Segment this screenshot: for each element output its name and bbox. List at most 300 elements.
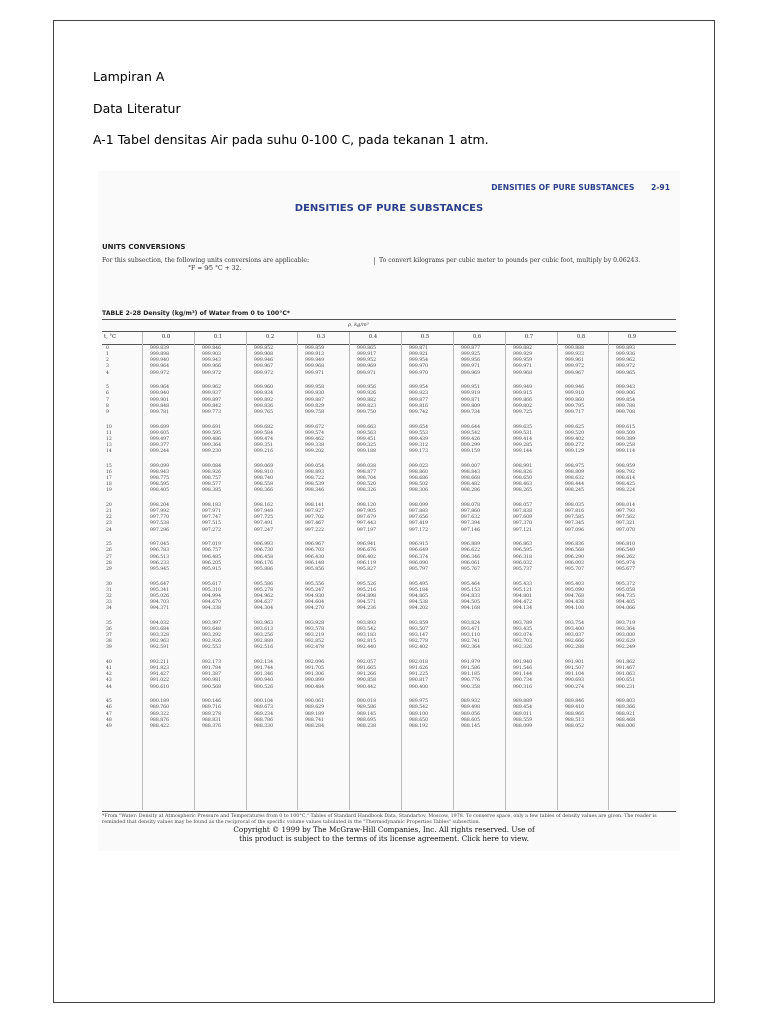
table-row [102,431,676,437]
density-cell: 990.018 [357,699,376,705]
density-cell: 994.371 [150,606,169,612]
density-cell: 997.538 [150,521,169,527]
column-separator [246,332,247,810]
table-row [102,685,676,691]
density-cell: 994.801 [513,593,532,599]
density-cell: 993.648 [202,626,221,632]
density-cell: 993.110 [461,633,480,639]
density-cell: 992.591 [150,645,169,651]
density-cell: 990.358 [461,684,480,690]
density-cell: 995.797 [409,566,428,572]
density-cell: 993.400 [565,626,584,632]
density-cell: 990.776 [461,678,480,684]
density-cell: 997.747 [202,515,221,521]
density-cell: 999.839 [150,346,169,351]
density-cell: 992.173 [202,660,221,665]
copyright-line-2[interactable]: this product is subject to the terms of its license agreement. Click here to view. [239,834,529,844]
density-cell: 998.893 [305,469,324,475]
density-cell: 999.949 [513,385,532,391]
column-separator [297,332,298,810]
density-cell: 995.433 [513,581,532,587]
main-title: DENSITIES OF PURE SUBSTANCES [294,203,484,214]
density-cell: 999.509 [616,430,635,436]
density-cell: 995.090 [565,587,584,593]
density-cell: 997.770 [150,515,169,521]
density-cell: 999.099 [150,463,169,469]
density-cell: 997.585 [565,515,584,521]
density-cell: 999.913 [305,352,324,358]
temperature-cell: 5 [106,385,109,391]
density-cell: 999.816 [409,403,428,409]
density-cell: 996.205 [202,560,221,566]
table-row [102,404,676,410]
density-cell: 999.898 [150,352,169,358]
density-cell: 998.120 [357,503,376,508]
density-cell: 988.099 [513,723,532,729]
density-cell: 992.629 [616,639,635,645]
density-cell: 996.061 [461,560,480,566]
density-cell: 996.090 [409,560,428,566]
density-cell: 999.520 [565,430,584,436]
density-cell: 990.651 [616,678,635,684]
section-heading: Data Literatur [93,101,181,116]
table-row [102,567,676,573]
density-cell: 993.613 [254,626,273,632]
density-cell: 992.666 [565,639,584,645]
temperature-cell: 39 [106,645,112,651]
table-row [102,555,676,561]
running-head-title: DENSITIES OF PURE SUBSTANCES [491,183,635,192]
density-cell: 992.815 [357,639,376,645]
density-cell: 999.244 [150,449,169,455]
density-cell: 997.816 [565,509,584,515]
density-cell: 994.405 [616,599,635,605]
column-separator [194,332,195,810]
density-cell: 994.962 [254,593,273,599]
density-cell: 999.351 [254,442,273,448]
temperature-cell: 20 [106,503,112,508]
density-cell: 997.679 [357,515,376,521]
density-cell: 996.967 [305,542,324,548]
temperature-cell: 41 [106,666,112,672]
table-row [102,666,676,672]
density-cell: 988.468 [616,717,635,723]
density-cell: 994.304 [254,606,273,612]
density-cell: 999.923 [409,391,428,397]
density-cell: 999.860 [565,397,584,403]
density-cell: 990.817 [409,678,428,684]
density-cell: 997.096 [565,527,584,533]
density-cell: 997.632 [461,515,480,521]
density-cell: 999.084 [202,463,221,469]
density-cell: 999.962 [202,385,221,391]
density-cell: 999.865 [357,346,376,351]
table-title-heading: A-1 Tabel densitas Air pada suhu 0-100 C, pada tekanan 1 atm. [93,132,489,147]
density-cell: 995.856 [305,566,324,572]
density-cell: 998.057 [513,503,532,508]
density-cell: 998.757 [202,476,221,482]
density-cell: 995.278 [254,587,273,593]
temperature-cell: 7 [106,397,109,403]
temperature-cell: 44 [106,684,112,690]
density-cell: 999.958 [305,385,324,391]
table-row [102,699,676,705]
density-cell: 999.917 [357,352,376,358]
table-row [102,391,676,397]
density-cell: 996.290 [565,554,584,560]
density-cell: 998.502 [409,482,428,488]
density-cell: 989.586 [357,705,376,711]
density-cell: 991.467 [616,666,635,672]
density-cell: 988.192 [409,723,428,729]
density-cell: 992.852 [305,639,324,645]
density-cell: 994.032 [150,620,169,626]
density-cell: 998.366 [254,488,273,494]
density-cell: 998.632 [565,476,584,482]
density-cell: 998.926 [202,469,221,475]
document-page [53,20,715,1003]
density-cell: 994.168 [461,606,480,612]
density-cell: 989.932 [461,699,480,705]
table-row [102,521,676,527]
density-cell: 996.402 [357,554,376,560]
density-cell: 999.848 [150,403,169,409]
density-cell: 999.114 [616,449,635,455]
density-cell: 998.775 [150,476,169,482]
density-cell: 999.230 [202,449,221,455]
density-cell: 999.615 [616,424,635,430]
table-row [102,528,676,534]
density-cell: 999.054 [305,463,324,469]
density-cell: 999.625 [565,424,584,430]
density-cell: 991.665 [357,666,376,672]
density-cell: 999.377 [150,442,169,448]
density-cell: 998.463 [513,482,532,488]
page-number: 2-91 [650,183,670,192]
density-cell: 999.965 [616,370,635,376]
density-cell: 988.831 [202,717,221,723]
table-row [102,470,676,476]
table-bottom-rule [102,811,676,812]
table-row [102,503,676,509]
density-cell: 998.035 [565,503,584,508]
density-cell: 992.057 [357,660,376,665]
density-cell: 989.542 [409,705,428,711]
density-cell: 991.705 [305,666,324,672]
density-cell: 999.866 [513,397,532,403]
density-cell: 999.258 [616,442,635,448]
density-cell: 993.963 [254,620,273,626]
density-cell: 998.722 [305,476,324,482]
column-header-0-5: 0.5 [420,334,430,340]
table-footnote: *From "Water: Density at Atmospheric Pressure and Temperatures from 0 to 100°C," Tables of Standard Handbook Data, Standartov, Moscow, 1978. To conserve space, only a few tables of density values are given. The reader is reminded that density values may be found as the reciprocal of the specific volume values tabulated in the "Thermodynamic Properties Tables" subsection. [102,814,657,826]
table-row [102,542,676,548]
density-cell: 999.934 [254,391,273,397]
density-cell: 991.901 [565,660,584,665]
density-cell: 996.889 [461,542,480,548]
table-row [102,482,676,488]
density-cell: 999.967 [254,364,273,370]
table-row [102,548,676,554]
density-cell: 999.823 [357,403,376,409]
column-header-0-0: 0.0 [161,334,171,340]
density-cell: 993.719 [616,620,635,626]
temperature-cell: 0 [106,346,109,351]
density-cell: 993.928 [305,620,324,626]
density-cell: 998.482 [461,482,480,488]
temperature-cell: 26 [106,548,112,554]
density-cell: 991.144 [513,672,532,678]
density-cell: 997.321 [616,521,635,527]
density-cell: 990.526 [254,684,273,690]
density-cell: 990.061 [305,699,324,705]
density-cell: 992.364 [461,645,480,651]
density-cell: 993.893 [357,620,376,626]
temperature-cell: 9 [106,409,109,415]
density-cell: 999.846 [202,346,221,351]
table-caption: TABLE 2-28 Density (kg/m³) of Water from 0 to 100°C* [102,310,291,317]
density-cell: 998.558 [254,482,273,488]
density-cell: 997.172 [409,527,428,533]
column-separator [142,332,143,810]
density-cell: 999.971 [461,364,480,370]
density-cell: 995.647 [150,581,169,587]
density-cell: 997.467 [305,521,324,527]
density-cell: 992.440 [357,645,376,651]
density-cell: 997.971 [202,509,221,515]
density-cell: 990.858 [357,678,376,684]
column-header-temperature: t, °C [104,334,116,340]
density-cell: 989.673 [254,705,273,711]
density-cell: 994.735 [616,593,635,599]
temperature-cell: 4 [106,370,109,376]
density-cell: 999.829 [305,403,324,409]
column-header-0-9: 0.9 [627,334,637,340]
density-cell: 996.676 [357,548,376,554]
temperature-cell: 49 [106,723,112,729]
density-cell: 999.364 [202,442,221,448]
density-cell: 991.225 [409,672,428,678]
density-cell: 990.610 [150,684,169,690]
column-header-0-4: 0.4 [368,334,378,340]
table-row [102,660,676,666]
density-cell: 989.498 [461,705,480,711]
density-cell: 997.045 [150,542,169,548]
density-cell: 999.852 [254,346,273,351]
column-separator [401,332,402,810]
temperature-cell: 2 [106,358,109,364]
table-row [102,712,676,718]
density-cell: 998.991 [513,463,532,469]
density-cell: 999.946 [254,358,273,364]
density-cell: 991.940 [513,660,532,665]
temperature-cell: 47 [106,711,112,717]
units-conversions-intro: For this subsection, the following units conversions are applicable: [102,257,310,264]
density-cell: 990.146 [202,699,221,705]
density-cell: 990.484 [305,684,324,690]
density-cell: 999.972 [254,370,273,376]
density-cell: 992.478 [305,645,324,651]
density-cell: 997.515 [202,521,221,527]
density-cell: 999.038 [357,463,376,469]
density-cell: 993.824 [461,620,480,626]
density-cell: 998.346 [305,488,324,494]
density-cell: 999.486 [202,436,221,442]
density-cell: 999.952 [357,358,376,364]
table-row [102,621,676,627]
temperature-cell: 1 [106,352,109,358]
density-cell: 998.326 [357,488,376,494]
density-cell: 997.609 [513,515,532,521]
density-cell: 997.419 [409,521,428,527]
density-cell: 992.553 [202,645,221,651]
density-cell: 998.286 [461,488,480,494]
density-cell: 996.649 [409,548,428,554]
density-cell: 995.341 [150,587,169,593]
density-cell: 990.981 [202,678,221,684]
temperature-cell: 12 [106,436,112,442]
density-cell: 996.540 [616,548,635,554]
density-cell: 995.464 [461,581,480,587]
density-cell: 999.882 [357,397,376,403]
density-cell: 998.405 [150,488,169,494]
density-cell: 999.961 [565,358,584,364]
density-cell: 999.672 [305,424,324,430]
density-cell: 999.758 [305,409,324,415]
density-cell: 997.272 [202,527,221,533]
density-cell: 999.635 [513,424,532,430]
density-cell: 994.438 [565,599,584,605]
temperature-cell: 19 [106,488,112,494]
table-row [102,371,676,377]
density-cell: 999.574 [305,430,324,436]
density-cell: 997.883 [409,509,428,515]
density-cell: 994.538 [409,599,428,605]
density-cell: 999.188 [357,449,376,455]
density-cell: 997.992 [150,509,169,515]
density-cell: 998.975 [565,463,584,469]
density-cell: 996.262 [616,554,635,560]
density-cell: 993.328 [150,633,169,639]
density-cell: 989.145 [357,711,376,717]
density-cell: 999.708 [616,409,635,415]
density-cell: 995.526 [357,581,376,587]
density-cell: 989.189 [305,711,324,717]
density-cell: 999.964 [150,385,169,391]
column-header-row [102,334,676,344]
temperature-cell: 40 [106,660,112,665]
column-header-0-1: 0.1 [213,334,223,340]
density-cell: 999.734 [461,409,480,415]
temperature-cell: 29 [106,566,112,572]
density-cell: 989.366 [616,705,635,711]
density-cell: 994.202 [409,606,428,612]
density-cell: 998.224 [616,488,635,494]
density-cell: 989.975 [409,699,428,705]
density-cell: 998.943 [150,469,169,475]
density-cell: 995.184 [409,587,428,593]
density-cell: 998.650 [513,476,532,482]
density-cell: 993.000 [616,633,635,639]
scanned-table-image [98,171,680,851]
density-cell: 988.786 [254,717,273,723]
density-cell: 989.234 [254,711,273,717]
temperature-cell: 8 [106,403,109,409]
density-cell: 998.014 [616,503,635,508]
density-cell: 999.967 [565,370,584,376]
density-cell: 989.011 [513,711,532,717]
density-cell: 999.691 [202,424,221,430]
density-cell: 996.374 [409,554,428,560]
density-cell: 992.926 [202,639,221,645]
density-cell: 999.897 [202,397,221,403]
density-cell: 998.704 [357,476,376,482]
density-cell: 999.859 [305,346,324,351]
density-cell: 993.507 [409,626,428,632]
density-cell: 999.969 [357,364,376,370]
density-cell: 999.940 [150,358,169,364]
density-cell: 993.789 [513,620,532,626]
density-cell: 999.426 [461,436,480,442]
density-cell: 998.183 [202,503,221,508]
density-cell: 999.462 [305,436,324,442]
density-cell: 998.306 [409,488,428,494]
density-cell: 994.236 [357,606,376,612]
density-cell: 998.843 [461,469,480,475]
density-cell: 988.376 [202,723,221,729]
density-cell: 991.784 [202,666,221,672]
density-cell: 994.604 [305,599,324,605]
density-cell: 999.069 [254,463,273,469]
density-cell: 991.185 [461,672,480,678]
column-separator [505,332,506,810]
density-cell: 997.838 [513,509,532,515]
density-cell: 999.809 [461,403,480,409]
density-cell: 999.497 [150,436,169,442]
density-cell: 988.921 [616,711,635,717]
temperature-cell: 23 [106,521,112,527]
density-cell: 995.617 [202,581,221,587]
density-cell: 999.173 [409,449,428,455]
table-row [102,476,676,482]
table-row [102,633,676,639]
temperature-cell: 24 [106,527,112,533]
density-cell: 999.966 [202,364,221,370]
density-cell: 989.278 [202,711,221,717]
density-cell: 993.578 [305,626,324,632]
density-cell: 999.717 [565,409,584,415]
density-cell: 999.940 [150,391,169,397]
density-cell: 993.471 [461,626,480,632]
column-header-0-6: 0.6 [472,334,482,340]
temperature-cell: 21 [106,509,112,515]
density-cell: 998.668 [461,476,480,482]
temperature-cell: 17 [106,476,112,482]
density-cell: 999.921 [409,352,428,358]
temperature-cell: 43 [106,678,112,684]
density-cell: 999.888 [565,346,584,351]
density-cell: 995.058 [616,587,635,593]
density-cell: 991.266 [357,672,376,678]
temperature-cell: 6 [106,391,109,397]
density-cell: 994.637 [254,599,273,605]
density-cell: 992.211 [150,660,169,665]
density-cell: 999.682 [254,424,273,430]
density-cell: 998.265 [513,488,532,494]
density-cell: 993.754 [565,620,584,626]
density-cell: 999.644 [461,424,480,430]
density-cell: 999.595 [202,430,221,436]
